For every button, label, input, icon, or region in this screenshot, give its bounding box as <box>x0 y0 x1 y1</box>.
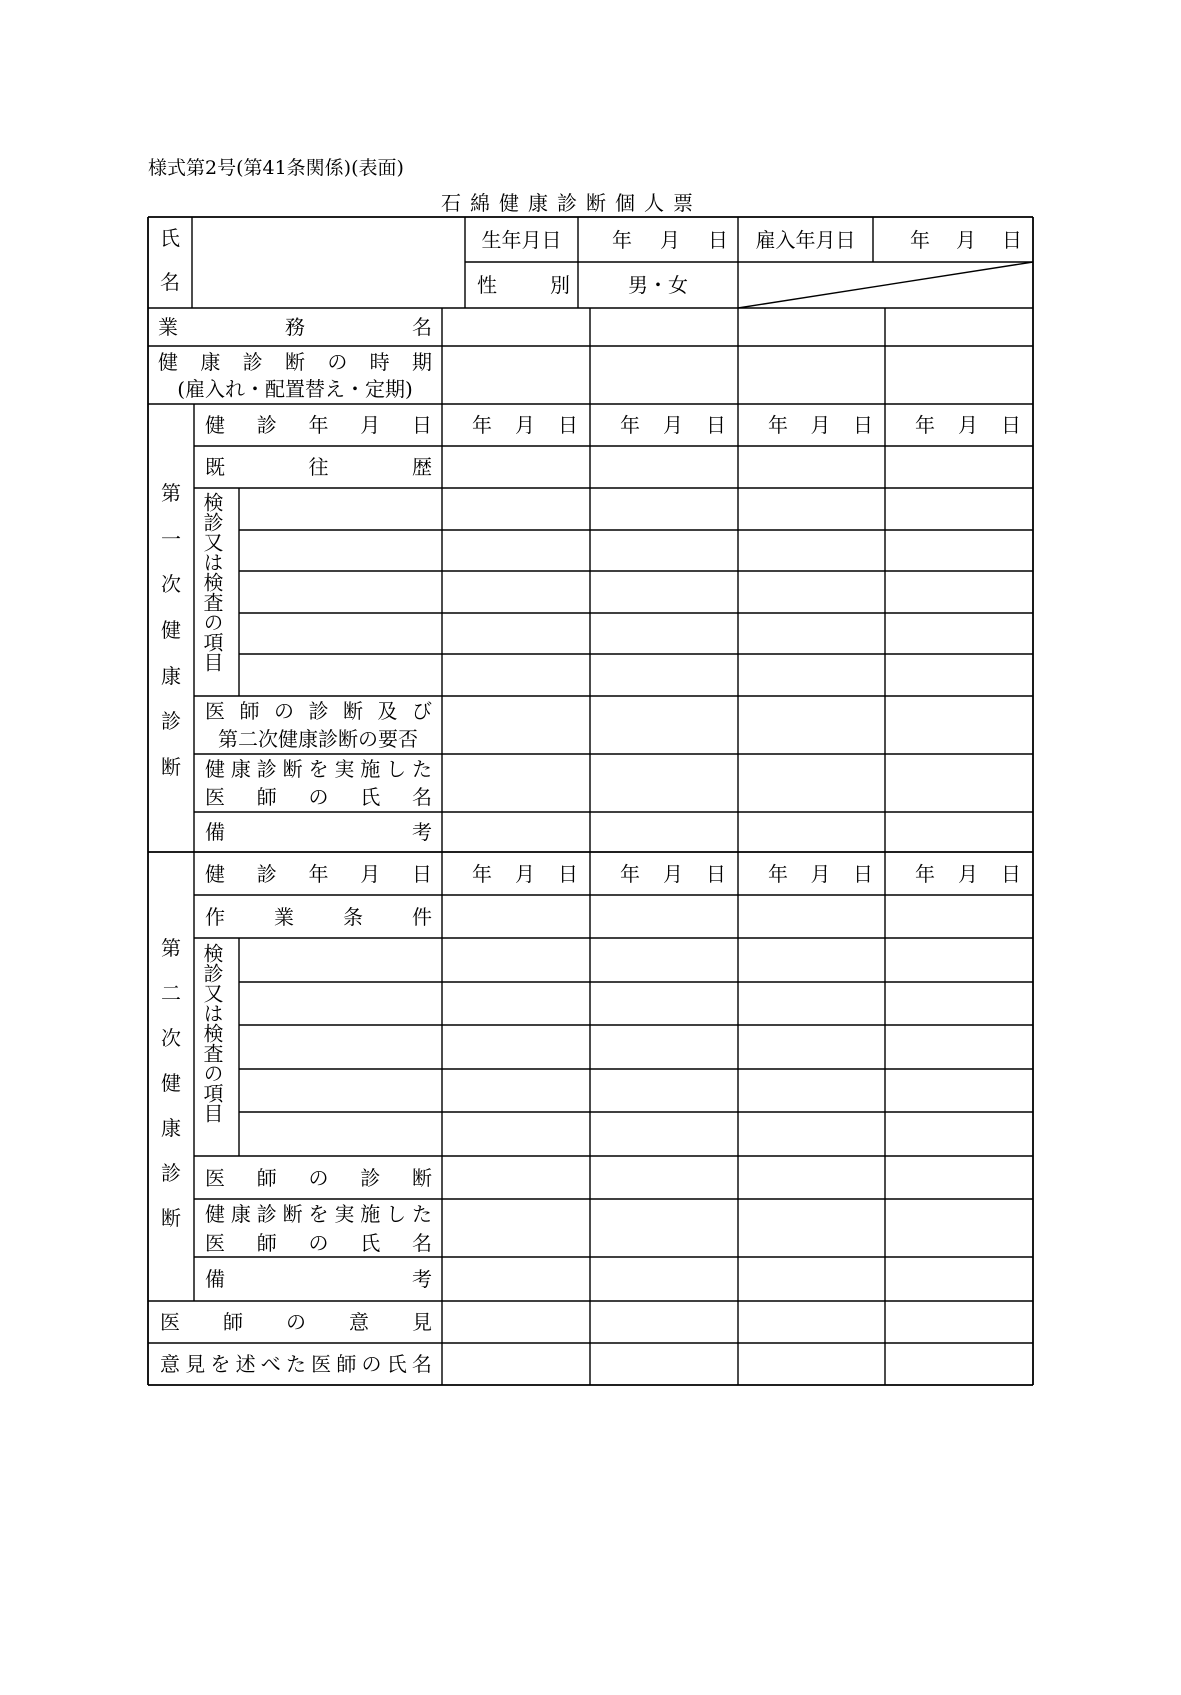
first-exam-doctor-line1-char: 診 <box>256 757 277 781</box>
first-exam-items-label: 検診又は検査の項目 <box>200 492 224 672</box>
doctor-opinion-label-char: 意 <box>349 1310 369 1334</box>
second-exam-doctor-line1-char: 断 <box>282 1202 303 1226</box>
second-exam-date-1-char: 月 <box>515 861 535 886</box>
work-conditions-label-char: 条 <box>343 905 363 929</box>
first-exam-date-label-char: 日 <box>412 413 432 437</box>
second-exam-date-2-char: 日 <box>706 861 726 886</box>
sex-label-char: 性 <box>477 273 497 297</box>
first-exam-remarks-label-char: 備 <box>205 820 225 844</box>
opinion-doctor-name-label-char: 述 <box>235 1352 256 1376</box>
first-exam-date-4 <box>915 411 1021 439</box>
second-exam-doctor-line1-char: 実 <box>334 1202 355 1226</box>
sex-options: 男・女 <box>628 273 688 297</box>
opinion-doctor-name-label-char: 医 <box>311 1352 332 1376</box>
form-number-caption: 様式第2号(第41条関係)(表面) <box>148 157 404 179</box>
first-exam-date-label-char: 月 <box>360 413 381 437</box>
birth-date-value-char: 日 <box>708 228 728 252</box>
first-exam-doctor-line2-char: 師 <box>256 785 277 809</box>
second-exam-section-label-char: 次 <box>161 1025 181 1050</box>
second-exam-diagnosis-label-char: の <box>308 1166 329 1190</box>
first-exam-diagnosis-line1-char: の <box>274 699 294 723</box>
second-exam-doctor-line2-char: 医 <box>205 1231 225 1255</box>
first-exam-date-4-char: 日 <box>1001 413 1021 437</box>
second-exam-section-label-char: 第 <box>161 935 181 960</box>
second-exam-section-label-char: 健 <box>161 1070 181 1095</box>
job-title-label-char: 名 <box>412 315 432 339</box>
second-exam-doctor-line1-char: 施 <box>360 1202 381 1226</box>
second-exam-date-label-char: 診 <box>256 862 277 886</box>
opinion-doctor-name-label-char: 師 <box>336 1352 357 1376</box>
second-exam-date-4-char: 月 <box>958 861 978 886</box>
second-exam-date-4-char: 日 <box>1001 861 1021 886</box>
first-exam-doctor-line2 <box>205 783 432 811</box>
form-title: 石綿健康診断個人票 <box>441 191 702 215</box>
first-exam-diagnosis-line1-char: 断 <box>343 699 363 723</box>
first-exam-doctor-line2-char: の <box>308 785 329 809</box>
first-exam-remarks-label-char: 考 <box>412 820 432 844</box>
second-exam-date-1-char: 年 <box>472 861 492 886</box>
exam-period-label-line1-char: 時 <box>369 350 390 374</box>
second-exam-remarks-label-char: 考 <box>412 1267 432 1291</box>
work-conditions-label-char: 業 <box>274 905 294 929</box>
first-exam-diagnosis-line1 <box>205 697 432 725</box>
first-exam-section-label-char: 断 <box>161 755 181 780</box>
past-history-label-char: 往 <box>308 455 329 479</box>
opinion-doctor-name-label-char: 意 <box>160 1352 180 1376</box>
second-exam-doctor-line1-char: た <box>412 1202 432 1226</box>
first-exam-doctor-line1-char: を <box>308 757 329 781</box>
name-label-top: 氏 <box>160 226 180 250</box>
second-exam-section-label-char: 二 <box>161 980 181 1005</box>
second-exam-date-4 <box>915 860 1021 888</box>
first-exam-date-2-char: 年 <box>620 413 640 437</box>
first-exam-date-3-char: 月 <box>810 413 831 437</box>
second-exam-doctor-line1-char: し <box>386 1202 407 1226</box>
second-exam-date-3-char: 日 <box>853 861 873 886</box>
opinion-doctor-name-label-char: べ <box>260 1352 281 1376</box>
exam-period-label-line1-char: の <box>327 350 348 374</box>
second-exam-date-2-char: 月 <box>663 861 683 886</box>
job-title-label-char: 務 <box>285 315 305 339</box>
work-conditions-label-char: 件 <box>412 905 432 929</box>
opinion-doctor-name-label-char: た <box>285 1352 306 1376</box>
first-exam-date-3 <box>768 411 873 439</box>
first-exam-doctor-line1 <box>205 755 432 783</box>
doctor-opinion-label-char: 医 <box>160 1310 180 1334</box>
first-exam-date-1-char: 月 <box>515 413 535 437</box>
doctor-opinion-label <box>160 1308 432 1336</box>
exam-period-label-line1-char: 診 <box>242 350 263 374</box>
work-conditions-label-char: 作 <box>205 905 225 929</box>
second-exam-diagnosis-label-char: 断 <box>412 1166 432 1190</box>
doctor-opinion-label-char: 師 <box>223 1310 243 1334</box>
first-exam-doctor-line2-char: 名 <box>412 785 432 809</box>
first-exam-doctor-line2-char: 医 <box>205 785 225 809</box>
second-exam-date-label-char: 年 <box>308 862 329 886</box>
first-exam-doctor-line1-char: 康 <box>230 757 251 781</box>
birth-date-value-char: 年 <box>612 228 632 252</box>
blank-diagonal-slash <box>738 262 1033 308</box>
sex-label <box>477 271 570 299</box>
first-exam-date-1-char: 日 <box>558 413 578 437</box>
first-exam-date-label-char: 年 <box>308 413 329 437</box>
second-exam-items-label: 検診又は検査の項目 <box>200 943 224 1123</box>
second-exam-date-1-char: 日 <box>558 861 578 886</box>
second-exam-date-1 <box>472 860 578 888</box>
opinion-doctor-name-label-char: を <box>210 1352 231 1376</box>
first-exam-doctor-line1-char: し <box>386 757 407 781</box>
first-exam-date-label-char: 健 <box>205 413 225 437</box>
name-label-bottom: 名 <box>160 270 180 294</box>
exam-period-label-line2: (雇入れ・配置替え・定期) <box>177 377 413 401</box>
second-exam-date-2-char: 年 <box>620 861 640 886</box>
exam-period-label-line1 <box>158 348 432 376</box>
second-exam-section-label-char: 断 <box>161 1205 181 1230</box>
second-exam-date-3-char: 年 <box>768 861 788 886</box>
second-exam-remarks-label-char: 備 <box>205 1267 225 1291</box>
first-exam-diagnosis-line1-char: 診 <box>308 699 329 723</box>
exam-period-label-line1-char: 断 <box>284 350 305 374</box>
second-exam-doctor-line2-char: 名 <box>412 1231 432 1255</box>
past-history-label-char: 歴 <box>412 455 432 479</box>
second-exam-diagnosis-label <box>205 1164 432 1192</box>
first-exam-doctor-line1-char: 施 <box>360 757 381 781</box>
hire-date-value-char: 月 <box>956 228 976 252</box>
doctor-opinion-label-char: の <box>286 1310 306 1334</box>
second-exam-diagnosis-label-char: 診 <box>360 1166 381 1190</box>
hire-date-value <box>910 226 1022 254</box>
exam-period-label-line1-char: 康 <box>200 350 221 374</box>
first-exam-section-label-char: 第 <box>161 480 181 505</box>
first-exam-date-2-char: 月 <box>663 413 683 437</box>
second-exam-doctor-line1-char: 健 <box>205 1202 225 1226</box>
opinion-doctor-name-label-char: 見 <box>185 1352 206 1376</box>
first-exam-doctor-line1-char: た <box>412 757 432 781</box>
first-exam-diagnosis-line1-char: 医 <box>205 699 225 723</box>
second-exam-date-3-char: 月 <box>810 861 831 886</box>
second-exam-doctor-line2 <box>205 1229 432 1257</box>
second-exam-date-label-char: 日 <box>412 862 432 886</box>
work-conditions-label <box>205 903 432 931</box>
first-exam-remarks-label <box>205 818 432 846</box>
first-exam-date-2 <box>620 411 726 439</box>
first-exam-date-3-char: 年 <box>768 413 788 437</box>
opinion-doctor-name-label-char: 名 <box>411 1352 432 1376</box>
second-exam-doctor-line1 <box>205 1200 432 1228</box>
second-exam-date-label-char: 月 <box>360 862 381 886</box>
first-exam-date-1 <box>472 411 578 439</box>
first-exam-diagnosis-line1-char: 師 <box>239 699 260 723</box>
second-exam-date-label <box>205 860 432 888</box>
first-exam-section-label-char: 一 <box>161 526 181 551</box>
first-exam-date-label-char: 診 <box>256 413 277 437</box>
exam-period-label-line1-char: 健 <box>158 350 178 374</box>
past-history-label-char: 既 <box>205 455 225 479</box>
past-history-label <box>205 453 432 481</box>
first-exam-date-1-char: 年 <box>472 413 492 437</box>
first-exam-section-label-char: 康 <box>161 663 181 688</box>
birth-date-value-char: 月 <box>660 228 680 252</box>
first-exam-date-3-char: 日 <box>853 413 873 437</box>
second-exam-date-label-char: 健 <box>205 862 225 886</box>
first-exam-section-label-char: 次 <box>161 572 181 597</box>
first-exam-section-label-char: 診 <box>161 709 181 734</box>
second-exam-doctor-line2-char: 氏 <box>360 1231 381 1255</box>
hire-date-value-char: 日 <box>1002 228 1022 252</box>
first-exam-diagnosis-line1-char: 及 <box>377 699 398 723</box>
second-exam-doctor-line1-char: 診 <box>256 1202 277 1226</box>
second-exam-doctor-line2-char: 師 <box>256 1231 277 1255</box>
hire-date-label: 雇入年月日 <box>755 228 856 252</box>
second-exam-doctor-line1-char: 康 <box>230 1202 251 1226</box>
second-exam-section-label-char: 診 <box>161 1160 181 1185</box>
first-exam-date-4-char: 月 <box>958 413 978 437</box>
birth-date-value <box>612 226 728 254</box>
opinion-doctor-name-label <box>160 1350 432 1378</box>
second-exam-doctor-line1-char: を <box>308 1202 329 1226</box>
birth-date-label: 生年月日 <box>481 228 562 252</box>
first-exam-doctor-line1-char: 健 <box>205 757 225 781</box>
exam-period-label-line1-char: 期 <box>411 350 432 374</box>
second-exam-date-3 <box>768 860 873 888</box>
second-exam-diagnosis-label-char: 師 <box>256 1166 277 1190</box>
opinion-doctor-name-label-char: 氏 <box>386 1352 407 1376</box>
second-exam-date-4-char: 年 <box>915 861 935 886</box>
sex-label-char: 別 <box>550 273 570 297</box>
doctor-opinion-label-char: 見 <box>412 1310 432 1334</box>
second-exam-doctor-line2-char: の <box>308 1231 329 1255</box>
first-exam-date-2-char: 日 <box>706 413 726 437</box>
first-exam-date-4-char: 年 <box>915 413 935 437</box>
first-exam-doctor-line1-char: 実 <box>334 757 355 781</box>
second-exam-diagnosis-label-char: 医 <box>205 1166 225 1190</box>
first-exam-doctor-line2-char: 氏 <box>360 785 381 809</box>
job-title-label-char: 業 <box>158 315 178 339</box>
second-exam-date-2 <box>620 860 726 888</box>
first-exam-section-label-char: 健 <box>161 618 181 642</box>
first-exam-date-label <box>205 411 432 439</box>
opinion-doctor-name-label-char: の <box>361 1352 382 1376</box>
second-exam-section-label-char: 康 <box>161 1115 181 1140</box>
hire-date-value-char: 年 <box>910 228 930 252</box>
first-exam-diagnosis-line1-char: び <box>412 699 432 723</box>
job-title-label <box>158 313 432 341</box>
first-exam-doctor-line1-char: 断 <box>282 757 303 781</box>
second-exam-remarks-label <box>205 1265 432 1293</box>
first-exam-diagnosis-line2: 第二次健康診断の要否 <box>218 727 418 751</box>
